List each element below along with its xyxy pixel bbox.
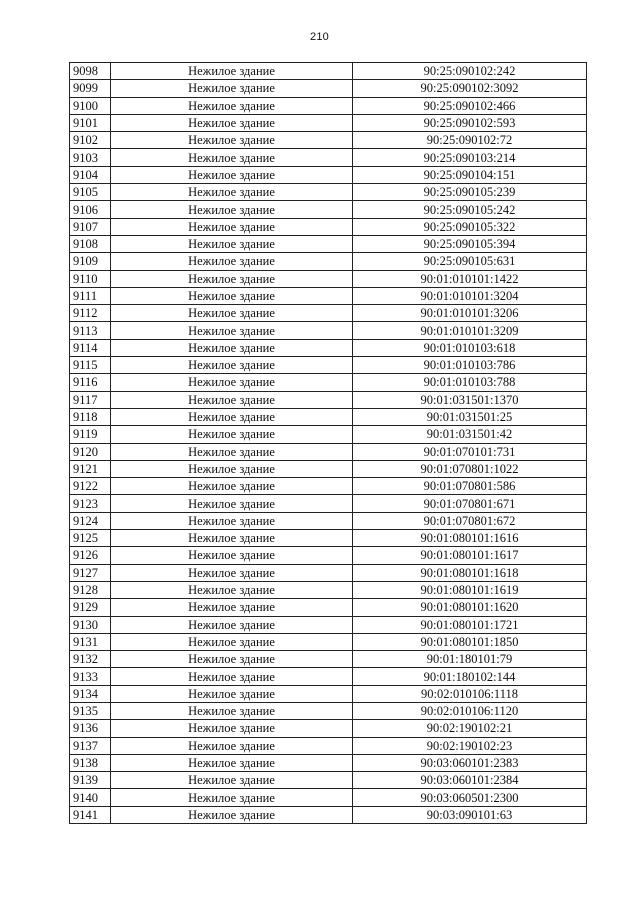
row-number-cell: 9111 (70, 287, 111, 304)
object-type-cell: Нежилое здание (111, 530, 353, 547)
registry-table-body (70, 63, 587, 824)
row-number-cell: 9105 (70, 184, 111, 201)
row-number-cell: 9122 (70, 478, 111, 495)
table-row (70, 443, 587, 460)
row-number-cell: 9106 (70, 201, 111, 218)
object-type-cell: Нежилое здание (111, 651, 353, 668)
table-row (70, 218, 587, 235)
cadastral-number-cell: 90:25:090102:466 (353, 97, 587, 114)
object-type-cell: Нежилое здание (111, 737, 353, 754)
table-row (70, 651, 587, 668)
table-row (70, 564, 587, 581)
cadastral-number-cell: 90:01:010103:788 (353, 374, 587, 391)
object-type-cell: Нежилое здание (111, 253, 353, 270)
object-type-cell: Нежилое здание (111, 478, 353, 495)
row-number-cell: 9103 (70, 149, 111, 166)
row-number-cell: 9132 (70, 651, 111, 668)
table-row (70, 702, 587, 719)
cadastral-number-cell: 90:03:060501:2300 (353, 789, 587, 806)
object-type-cell: Нежилое здание (111, 391, 353, 408)
cadastral-number-cell: 90:01:080101:1721 (353, 616, 587, 633)
table-row (70, 391, 587, 408)
cadastral-number-cell: 90:01:031501:42 (353, 426, 587, 443)
row-number-cell: 9139 (70, 772, 111, 789)
object-type-cell: Нежилое здание (111, 305, 353, 322)
table-row (70, 97, 587, 114)
object-type-cell: Нежилое здание (111, 357, 353, 374)
row-number-cell: 9130 (70, 616, 111, 633)
cadastral-number-cell: 90:01:010103:786 (353, 357, 587, 374)
object-type-cell: Нежилое здание (111, 495, 353, 512)
row-number-cell: 9135 (70, 702, 111, 719)
row-number-cell: 9098 (70, 63, 111, 80)
cadastral-number-cell: 90:01:080101:1618 (353, 564, 587, 581)
table-row (70, 235, 587, 252)
row-number-cell: 9113 (70, 322, 111, 339)
row-number-cell: 9120 (70, 443, 111, 460)
row-number-cell: 9117 (70, 391, 111, 408)
row-number-cell: 9127 (70, 564, 111, 581)
table-row (70, 581, 587, 598)
table-row (70, 806, 587, 823)
row-number-cell: 9109 (70, 253, 111, 270)
cadastral-number-cell: 90:01:031501:1370 (353, 391, 587, 408)
object-type-cell: Нежилое здание (111, 616, 353, 633)
object-type-cell: Нежилое здание (111, 547, 353, 564)
row-number-cell: 9115 (70, 357, 111, 374)
table-row (70, 270, 587, 287)
property-registry-table (69, 62, 587, 824)
object-type-cell: Нежилое здание (111, 80, 353, 97)
object-type-cell: Нежилое здание (111, 114, 353, 131)
object-type-cell: Нежилое здание (111, 63, 353, 80)
cadastral-number-cell: 90:25:090102:593 (353, 114, 587, 131)
cadastral-number-cell: 90:25:090103:214 (353, 149, 587, 166)
cadastral-number-cell: 90:03:060101:2384 (353, 772, 587, 789)
cadastral-number-cell: 90:25:090104:151 (353, 166, 587, 183)
table-row (70, 426, 587, 443)
table-row (70, 478, 587, 495)
cadastral-number-cell: 90:01:080101:1620 (353, 599, 587, 616)
row-number-cell: 9140 (70, 789, 111, 806)
row-number-cell: 9141 (70, 806, 111, 823)
page-number: 210 (310, 31, 329, 43)
object-type-cell: Нежилое здание (111, 235, 353, 252)
object-type-cell: Нежилое здание (111, 702, 353, 719)
table-row (70, 530, 587, 547)
cadastral-number-cell: 90:25:090105:394 (353, 235, 587, 252)
cadastral-number-cell: 90:01:010101:3209 (353, 322, 587, 339)
cadastral-number-cell: 90:01:080101:1617 (353, 547, 587, 564)
object-type-cell: Нежилое здание (111, 149, 353, 166)
object-type-cell: Нежилое здание (111, 270, 353, 287)
object-type-cell: Нежилое здание (111, 633, 353, 650)
cadastral-number-cell: 90:25:090105:322 (353, 218, 587, 235)
table-row (70, 339, 587, 356)
table-row (70, 253, 587, 270)
cadastral-number-cell: 90:01:080101:1619 (353, 581, 587, 598)
table-row (70, 599, 587, 616)
object-type-cell: Нежилое здание (111, 668, 353, 685)
table-row (70, 668, 587, 685)
cadastral-number-cell: 90:25:090105:239 (353, 184, 587, 201)
cadastral-number-cell: 90:01:070801:672 (353, 512, 587, 529)
cadastral-number-cell: 90:01:080101:1616 (353, 530, 587, 547)
cadastral-number-cell: 90:01:070801:1022 (353, 460, 587, 477)
row-number-cell: 9134 (70, 685, 111, 702)
cadastral-number-cell: 90:01:180102:144 (353, 668, 587, 685)
object-type-cell: Нежилое здание (111, 460, 353, 477)
table-row (70, 495, 587, 512)
row-number-cell: 9100 (70, 97, 111, 114)
row-number-cell: 9121 (70, 460, 111, 477)
object-type-cell: Нежилое здание (111, 599, 353, 616)
object-type-cell: Нежилое здание (111, 287, 353, 304)
row-number-cell: 9116 (70, 374, 111, 391)
cadastral-number-cell: 90:25:090102:242 (353, 63, 587, 80)
row-number-cell: 9123 (70, 495, 111, 512)
cadastral-number-cell: 90:01:080101:1850 (353, 633, 587, 650)
row-number-cell: 9108 (70, 235, 111, 252)
cadastral-number-cell: 90:03:060101:2383 (353, 754, 587, 771)
object-type-cell: Нежилое здание (111, 132, 353, 149)
cadastral-number-cell: 90:02:190102:23 (353, 737, 587, 754)
object-type-cell: Нежилое здание (111, 408, 353, 425)
object-type-cell: Нежилое здание (111, 322, 353, 339)
object-type-cell: Нежилое здание (111, 754, 353, 771)
row-number-cell: 9129 (70, 599, 111, 616)
cadastral-number-cell: 90:01:010103:618 (353, 339, 587, 356)
cadastral-number-cell: 90:25:090102:72 (353, 132, 587, 149)
table-row (70, 166, 587, 183)
table-row (70, 322, 587, 339)
table-row (70, 305, 587, 322)
object-type-cell: Нежилое здание (111, 97, 353, 114)
cadastral-number-cell: 90:01:070101:731 (353, 443, 587, 460)
object-type-cell: Нежилое здание (111, 806, 353, 823)
table-row (70, 633, 587, 650)
cadastral-number-cell: 90:01:010101:3204 (353, 287, 587, 304)
object-type-cell: Нежилое здание (111, 218, 353, 235)
cadastral-number-cell: 90:25:090105:631 (353, 253, 587, 270)
object-type-cell: Нежилое здание (111, 426, 353, 443)
table-row (70, 616, 587, 633)
row-number-cell: 9125 (70, 530, 111, 547)
table-row (70, 184, 587, 201)
cadastral-number-cell: 90:25:090105:242 (353, 201, 587, 218)
cadastral-number-cell: 90:25:090102:3092 (353, 80, 587, 97)
table-row (70, 789, 587, 806)
row-number-cell: 9126 (70, 547, 111, 564)
table-row (70, 63, 587, 80)
object-type-cell: Нежилое здание (111, 339, 353, 356)
row-number-cell: 9137 (70, 737, 111, 754)
table-row (70, 132, 587, 149)
cadastral-number-cell: 90:02:010106:1120 (353, 702, 587, 719)
table-row (70, 547, 587, 564)
object-type-cell: Нежилое здание (111, 201, 353, 218)
table-row (70, 149, 587, 166)
row-number-cell: 9114 (70, 339, 111, 356)
table-row (70, 80, 587, 97)
table-row (70, 772, 587, 789)
table-row (70, 460, 587, 477)
table-row (70, 737, 587, 754)
table-row (70, 357, 587, 374)
cadastral-number-cell: 90:01:010101:1422 (353, 270, 587, 287)
table-row (70, 201, 587, 218)
row-number-cell: 9104 (70, 166, 111, 183)
table-row (70, 754, 587, 771)
cadastral-number-cell: 90:01:070801:671 (353, 495, 587, 512)
cadastral-number-cell: 90:03:090101:63 (353, 806, 587, 823)
table-row (70, 287, 587, 304)
object-type-cell: Нежилое здание (111, 512, 353, 529)
cadastral-number-cell: 90:01:010101:3206 (353, 305, 587, 322)
row-number-cell: 9124 (70, 512, 111, 529)
object-type-cell: Нежилое здание (111, 581, 353, 598)
row-number-cell: 9110 (70, 270, 111, 287)
object-type-cell: Нежилое здание (111, 720, 353, 737)
table-row (70, 512, 587, 529)
cadastral-number-cell: 90:02:010106:1118 (353, 685, 587, 702)
object-type-cell: Нежилое здание (111, 184, 353, 201)
row-number-cell: 9099 (70, 80, 111, 97)
row-number-cell: 9133 (70, 668, 111, 685)
table-row (70, 114, 587, 131)
object-type-cell: Нежилое здание (111, 564, 353, 581)
row-number-cell: 9119 (70, 426, 111, 443)
object-type-cell: Нежилое здание (111, 772, 353, 789)
object-type-cell: Нежилое здание (111, 685, 353, 702)
table-row (70, 408, 587, 425)
row-number-cell: 9112 (70, 305, 111, 322)
table-row (70, 720, 587, 737)
row-number-cell: 9101 (70, 114, 111, 131)
table-row (70, 685, 587, 702)
object-type-cell: Нежилое здание (111, 166, 353, 183)
table-row (70, 374, 587, 391)
row-number-cell: 9128 (70, 581, 111, 598)
row-number-cell: 9107 (70, 218, 111, 235)
row-number-cell: 9138 (70, 754, 111, 771)
cadastral-number-cell: 90:01:031501:25 (353, 408, 587, 425)
cadastral-number-cell: 90:02:190102:21 (353, 720, 587, 737)
cadastral-number-cell: 90:01:180101:79 (353, 651, 587, 668)
cadastral-number-cell: 90:01:070801:586 (353, 478, 587, 495)
object-type-cell: Нежилое здание (111, 374, 353, 391)
object-type-cell: Нежилое здание (111, 443, 353, 460)
row-number-cell: 9118 (70, 408, 111, 425)
row-number-cell: 9131 (70, 633, 111, 650)
object-type-cell: Нежилое здание (111, 789, 353, 806)
row-number-cell: 9136 (70, 720, 111, 737)
row-number-cell: 9102 (70, 132, 111, 149)
